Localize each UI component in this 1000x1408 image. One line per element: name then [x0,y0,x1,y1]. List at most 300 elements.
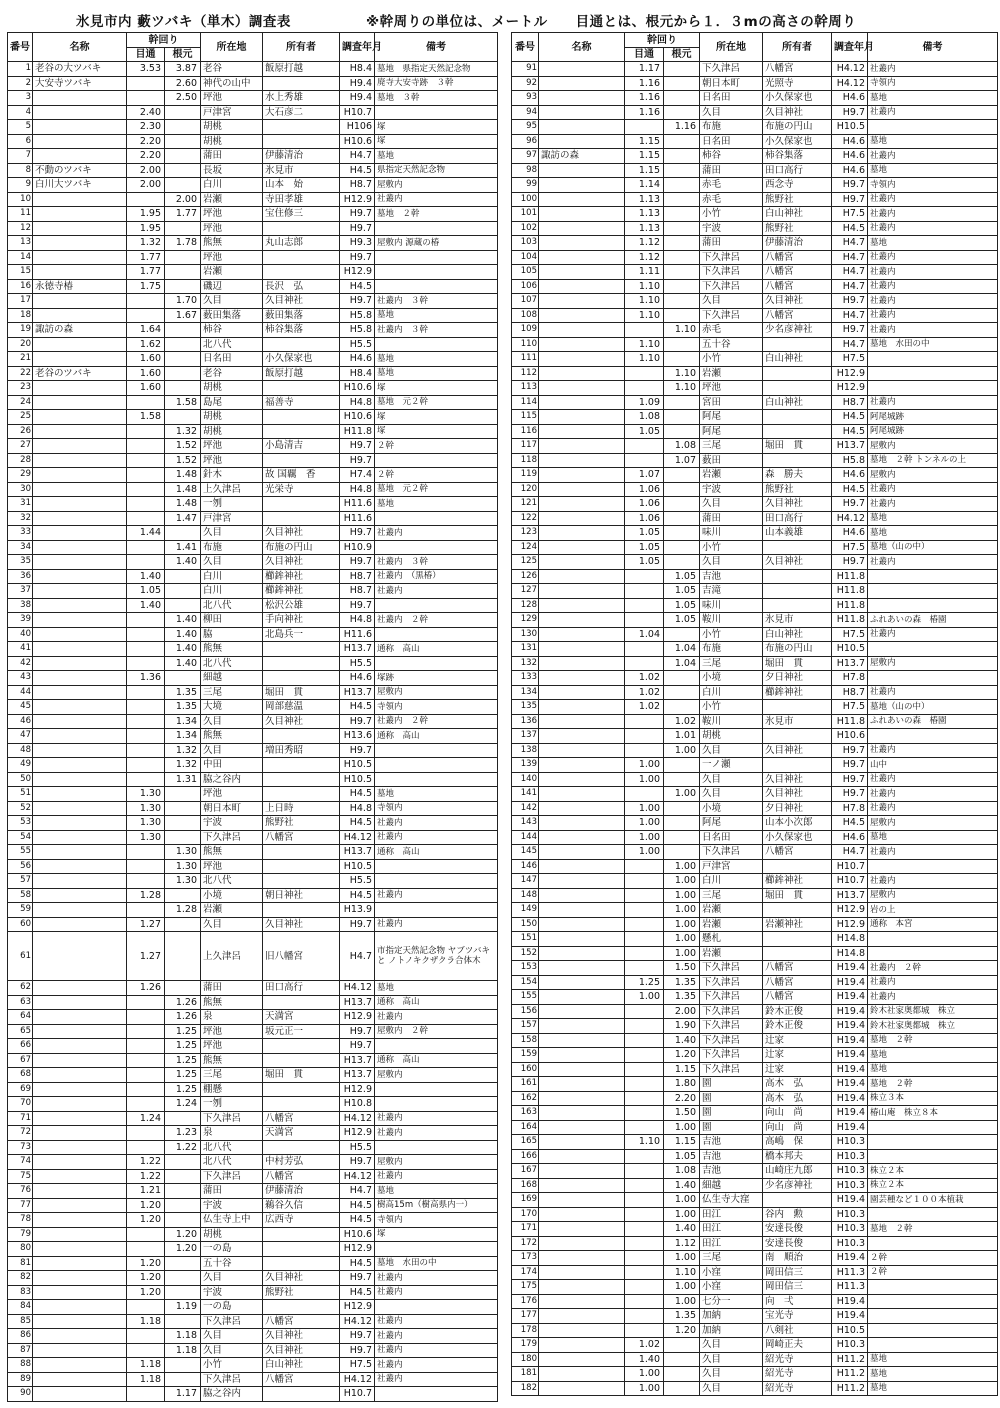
cell-no: 178 [512,1323,539,1338]
cell-location: 岩瀬 [700,468,763,483]
cell-metori [127,714,165,729]
cell-date: H11.2 [832,1381,868,1396]
cell-name [33,1213,127,1228]
cell-name [539,1091,625,1106]
cell-location: 蒲田 [700,163,763,178]
cell-metori [127,1300,165,1315]
cell-no: 109 [512,323,539,338]
cell-metori [127,729,165,744]
cell-location: 三尾 [700,656,763,671]
table-row [8,729,498,744]
cell-name [33,1010,127,1025]
cell-date: H10.3 [832,1135,868,1150]
cell-remarks [868,584,998,599]
cell-nemoto: 1.40 [165,656,201,671]
table-row [8,1227,498,1242]
cell-nemoto: 1.47 [165,511,201,526]
cell-metori: 1.60 [127,381,165,396]
cell-metori: 1.15 [625,163,664,178]
cell-remarks: 社叢内 [868,149,998,164]
cell-name [539,207,625,222]
table-row [512,1294,998,1309]
cell-remarks: 寺領内 [375,1213,498,1228]
cell-no: 172 [512,1236,539,1251]
cell-remarks: 社叢内 [868,265,998,280]
cell-remarks: 社叢内 [375,1010,498,1025]
cell-location: 下久津呂 [700,62,763,77]
table-row [8,685,498,700]
cell-metori [625,743,664,758]
cell-metori [625,1236,664,1251]
cell-location: 白川 [700,685,763,700]
cell-owner: 布施の円山 [763,120,832,135]
cell-remarks: ふれあいの森 椿園 [868,613,998,628]
cell-no: 69 [8,1082,33,1097]
cell-nemoto: 1.52 [165,453,201,468]
cell-metori: 1.16 [625,76,664,91]
cell-remarks: 墓地 [375,308,498,323]
col-name-header: 名称 [539,33,625,62]
table-row [8,497,498,512]
cell-date: H11.8 [832,598,868,613]
cell-location: 泉 [201,1126,263,1141]
cell-nemoto [165,1213,201,1228]
cell-nemoto [664,482,700,497]
cell-nemoto [165,178,201,193]
table-row [8,511,498,526]
cell-name [33,1242,127,1257]
cell-remarks [375,859,498,874]
cell-nemoto: 1.28 [165,903,201,918]
cell-no: 39 [8,613,33,628]
table-row [8,671,498,686]
cell-no: 3 [8,91,33,106]
cell-nemoto: 1.48 [165,497,201,512]
table-row [512,975,998,990]
table-row [8,845,498,860]
cell-date: H11.8 [832,584,868,599]
table-row [8,381,498,396]
cell-remarks [375,743,498,758]
cell-location: 宇波 [700,482,763,497]
cell-owner: 飯原打越 [263,366,340,381]
cell-no: 159 [512,1048,539,1063]
cell-date: H19.4 [832,1019,868,1034]
table-row [8,1082,498,1097]
cell-no: 36 [8,569,33,584]
cell-metori: 1.27 [127,917,165,932]
cell-location: 熊無 [201,236,263,251]
cell-name: 永徳寺椿 [33,279,127,294]
cell-name [33,845,127,860]
cell-owner [763,758,832,773]
cell-nemoto: 1.10 [664,366,700,381]
table-row [8,981,498,996]
cell-metori: 1.00 [625,801,664,816]
cell-date: H9.7 [340,294,375,309]
cell-location: 小竹 [700,540,763,555]
cell-remarks [868,1149,998,1164]
cell-owner: 久目神社 [763,555,832,570]
cell-metori: 1.00 [625,845,664,860]
cell-nemoto: 1.32 [165,424,201,439]
cell-nemoto [664,801,700,816]
cell-date: H9.7 [340,714,375,729]
cell-no: 31 [8,497,33,512]
cell-name [33,598,127,613]
cell-owner: 氷見市 [263,163,340,178]
cell-remarks [868,569,998,584]
cell-location: 脇 [201,627,263,642]
cell-name [539,1164,625,1179]
cell-nemoto [165,1111,201,1126]
cell-date: H5.8 [340,308,375,323]
cell-no: 135 [512,700,539,715]
table-row [8,1343,498,1358]
cell-name [33,497,127,512]
cell-date: H9.7 [832,772,868,787]
cell-name [539,308,625,323]
cell-remarks: 椿山庵 株立８本 [868,1106,998,1121]
cell-location: 坪池 [201,91,263,106]
cell-no: 21 [8,352,33,367]
cell-location: 加納 [700,1323,763,1338]
cell-name [539,178,625,193]
cell-metori: 1.32 [127,236,165,251]
cell-date: H9.7 [832,294,868,309]
cell-name [539,1106,625,1121]
table-row [8,1314,498,1329]
cell-no: 29 [8,468,33,483]
cell-remarks: 社叢内 [868,975,998,990]
cell-location: 細越 [201,671,263,686]
cell-date: H19.4 [832,1106,868,1121]
cell-metori: 1.20 [127,1271,165,1286]
cell-name [539,1033,625,1048]
cell-owner [763,453,832,468]
table-row [8,1097,498,1112]
cell-location: 赤毛 [700,178,763,193]
cell-nemoto: 1.08 [664,439,700,454]
cell-no: 26 [8,424,33,439]
cell-nemoto: 1.15 [664,1062,700,1077]
cell-remarks [375,1082,498,1097]
survey-table-right [511,32,998,1396]
cell-metori [127,1097,165,1112]
cell-no: 71 [8,1111,33,1126]
table-row [8,1271,498,1286]
cell-no: 47 [8,729,33,744]
cell-metori [127,395,165,410]
cell-date: H4.6 [832,468,868,483]
cell-metori: 1.00 [625,990,664,1005]
cell-remarks [868,1207,998,1222]
cell-location: 吉池 [700,1164,763,1179]
cell-metori: 1.40 [127,598,165,613]
cell-metori [625,1251,664,1266]
cell-date: H4.5 [340,1213,375,1228]
cell-remarks [375,265,498,280]
cell-location: 蒲田 [201,981,263,996]
cell-nemoto: 1.40 [664,1178,700,1193]
cell-owner: 岡部慈温 [263,700,340,715]
cell-location: 久目 [700,743,763,758]
cell-nemoto [664,540,700,555]
cell-metori [127,1082,165,1097]
cell-remarks: 墓地 [868,830,998,845]
table-row [512,845,998,860]
cell-no: 138 [512,743,539,758]
table-row [8,1140,498,1155]
cell-remarks: 塚 [375,424,498,439]
cell-owner [763,932,832,947]
table-row [512,598,998,613]
cell-date: H12.9 [340,1010,375,1025]
cell-no: 146 [512,859,539,874]
cell-metori: 1.09 [625,395,664,410]
cell-nemoto: 1.25 [165,1039,201,1054]
table-row [8,1039,498,1054]
cell-remarks: 社叢内 [868,845,998,860]
cell-owner [263,1097,340,1112]
cell-remarks: 社叢内 [375,830,498,845]
cell-date: H7.5 [832,700,868,715]
cell-remarks: ２幹 [868,1265,998,1280]
cell-name [33,671,127,686]
cell-date: H10.3 [832,1178,868,1193]
cell-no: 113 [512,381,539,396]
cell-remarks [375,1387,498,1402]
table-row [512,526,998,541]
cell-no: 119 [512,468,539,483]
col-date-header: 調査年月 [832,33,868,62]
cell-remarks: 寺領内 [868,178,998,193]
cell-owner [263,859,340,874]
cell-metori: 1.22 [127,1155,165,1170]
cell-nemoto [165,163,201,178]
cell-remarks: 株立３本 [868,1091,998,1106]
table-row [8,1126,498,1141]
cell-location: 下久津呂 [201,1111,263,1126]
cell-metori [127,1053,165,1068]
table-row [512,424,998,439]
cell-location: 胡桃 [201,134,263,149]
cell-nemoto [664,163,700,178]
cell-owner [763,381,832,396]
cell-owner: 少名彦神社 [763,323,832,338]
cell-owner [263,1053,340,1068]
cell-no: 84 [8,1300,33,1315]
cell-date: H13.9 [340,903,375,918]
cell-name [33,453,127,468]
cell-owner: 高嶋 保 [763,1135,832,1150]
cell-owner: 長沢 弘 [263,279,340,294]
cell-owner: 山本 始 [263,178,340,193]
cell-no: 94 [512,105,539,120]
cell-location: 一の島 [201,1300,263,1315]
cell-remarks: 社叢内 [868,294,998,309]
cell-owner: 南 順治 [763,1251,832,1266]
cell-metori: 1.95 [127,207,165,222]
cell-remarks: 墓地 [868,91,998,106]
cell-name [539,163,625,178]
cell-metori [127,424,165,439]
cell-nemoto [165,1271,201,1286]
table-row [512,656,998,671]
cell-remarks: 塚 [375,1227,498,1242]
cell-name [33,787,127,802]
cell-no: 13 [8,236,33,251]
cell-date: H4.5 [832,424,868,439]
cell-no: 128 [512,598,539,613]
cell-owner: 向山 尚 [763,1106,832,1121]
cell-location: 下久津呂 [700,1004,763,1019]
table-row [512,395,998,410]
cell-owner: 西念寺 [763,178,832,193]
cell-nemoto [664,526,700,541]
cell-no: 80 [8,1242,33,1257]
cell-no: 27 [8,439,33,454]
table-row [512,91,998,106]
cell-date: H19.4 [832,975,868,990]
cell-owner [263,874,340,889]
table-row [512,613,998,628]
cell-location: 下久津呂 [700,250,763,265]
cell-date: H9.7 [340,1271,375,1286]
cell-metori: 1.06 [625,511,664,526]
cell-metori [127,76,165,91]
cell-nemoto: 1.00 [664,787,700,802]
cell-no: 53 [8,816,33,831]
cell-name [33,1068,127,1083]
cell-location: 宮田 [700,395,763,410]
col-metori-header: 目通 [625,48,664,62]
cell-location: 白川 [201,584,263,599]
table-row [8,584,498,599]
cell-metori [127,772,165,787]
cell-date: H5.5 [340,1140,375,1155]
table-row [512,149,998,164]
cell-nemoto [664,555,700,570]
cell-nemoto: 1.00 [664,874,700,889]
cell-no: 34 [8,540,33,555]
cell-date: H4.7 [832,308,868,323]
cell-owner: 宝住修三 [263,207,340,222]
cell-date: H5.5 [340,656,375,671]
cell-location: 坪池 [201,221,263,236]
cell-nemoto [664,250,700,265]
cell-date: H10.3 [832,1222,868,1237]
table-row [512,1048,998,1063]
cell-owner [763,410,832,425]
cell-name [33,627,127,642]
cell-date: H9.7 [832,192,868,207]
cell-nemoto [165,221,201,236]
cell-name [539,265,625,280]
cell-nemoto [664,772,700,787]
cell-date: H8.7 [832,685,868,700]
cell-date: H10.7 [340,1387,375,1402]
table-row [512,366,998,381]
table-row [512,250,998,265]
cell-owner: 久目神社 [263,1343,340,1358]
cell-location: 岩瀬 [700,917,763,932]
cell-owner: 伊藤清治 [263,1184,340,1199]
cell-metori: 1.22 [127,1169,165,1184]
cell-owner [263,265,340,280]
cell-date: H9.4 [340,76,375,91]
cell-remarks [375,874,498,889]
cell-location: 岩瀬 [700,366,763,381]
cell-no: 127 [512,584,539,599]
cell-metori [127,482,165,497]
table-row [8,105,498,120]
cell-metori [625,1062,664,1077]
cell-location: 坪池 [201,859,263,874]
cell-date: H4.12 [832,511,868,526]
cell-location: 小境 [700,671,763,686]
cell-name [33,1329,127,1344]
cell-location: 味川 [700,526,763,541]
cell-location: 上久津呂 [201,932,263,981]
cell-remarks [868,1338,998,1353]
cell-location: 吉池 [700,1149,763,1164]
cell-remarks: 社叢内 ２幹 [868,961,998,976]
cell-location: 小窪 [700,1280,763,1295]
cell-date: H4.6 [832,163,868,178]
cell-nemoto: 1.40 [165,555,201,570]
table-row [8,468,498,483]
cell-metori [625,1294,664,1309]
cell-location: 下久津呂 [700,1033,763,1048]
cell-name [539,1062,625,1077]
cell-remarks [375,221,498,236]
table-row [8,76,498,91]
cell-remarks [375,337,498,352]
cell-nemoto: 1.05 [664,598,700,613]
cell-nemoto: 1.25 [165,1068,201,1083]
cell-metori [625,453,664,468]
cell-nemoto: 1.30 [165,859,201,874]
cell-date: H4.7 [340,1184,375,1199]
cell-owner: 久目神社 [763,497,832,512]
cell-metori [625,729,664,744]
cell-owner: 少名彦神社 [763,1178,832,1193]
cell-name [33,439,127,454]
cell-date: H10.5 [832,120,868,135]
cell-location: 久目 [201,743,263,758]
cell-nemoto: 1.10 [664,381,700,396]
cell-metori [625,1004,664,1019]
cell-owner: 八幡宮 [763,845,832,860]
cell-date: H19.4 [832,1193,868,1208]
cell-date: H12.9 [340,1126,375,1141]
cell-location: 仏生寺大窪 [700,1193,763,1208]
cell-name [539,337,625,352]
cell-location: 久目 [201,555,263,570]
cell-owner: 八幡宮 [263,1111,340,1126]
cell-nemoto: 1.35 [165,685,201,700]
table-row [512,961,998,976]
cell-owner: 朝日神社 [263,888,340,903]
cell-remarks: 市指定天然記念物 ヤブツバキと ノトノキクザクラ合体木 [375,932,498,981]
cell-location: 下久津呂 [700,1048,763,1063]
cell-no: 38 [8,598,33,613]
cell-no: 7 [8,149,33,164]
cell-name [539,1019,625,1034]
cell-owner: 小久保家也 [763,134,832,149]
cell-location: 長坂 [201,163,263,178]
